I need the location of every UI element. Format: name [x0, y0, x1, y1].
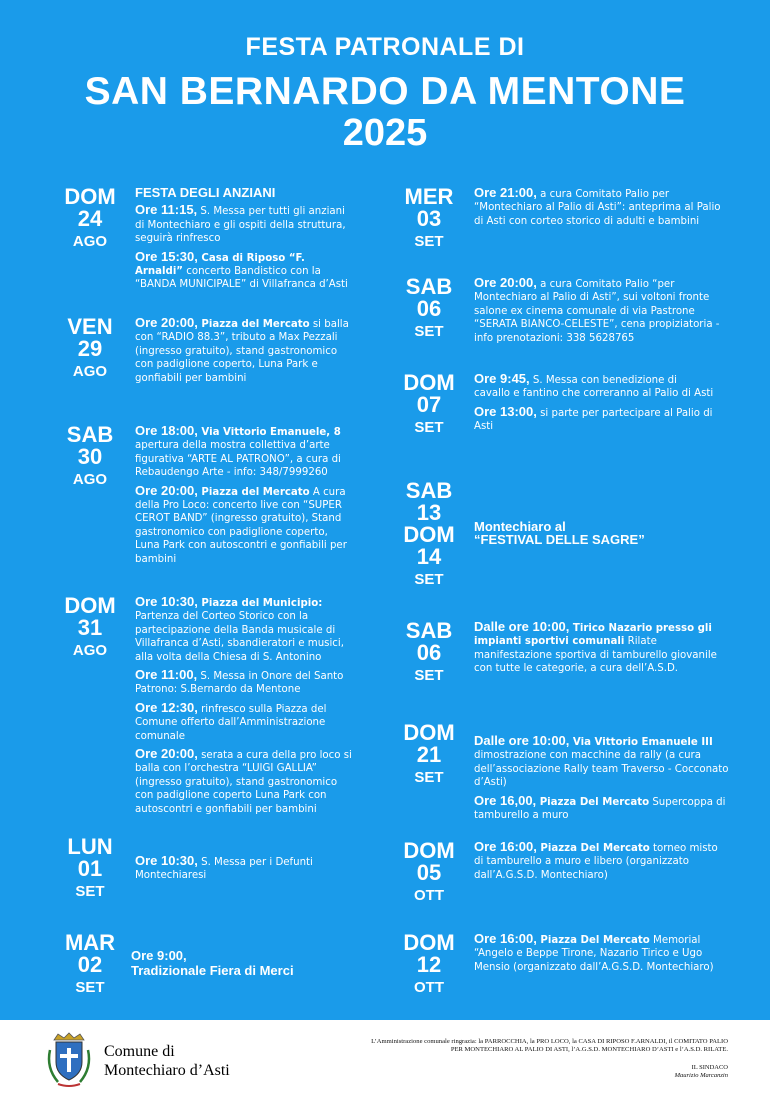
- date-month: SET: [414, 571, 444, 588]
- comune-name: [104, 1042, 230, 1080]
- date-month: SET: [414, 419, 444, 436]
- municipal-crest-icon: [44, 1030, 94, 1090]
- event-item: Ore 20:00, a cura Comitato Palio “per Montechiaro al Palio di Asti”, sui voltoni fronte salone ex cinema comunale di via Pastrone “SERATA BIANCO-CELESTE”, cena propiziatoria - info prenotazioni: 338 5628765: [474, 275, 720, 344]
- thanks-line-2: PER MONTECHIARO AL PALIO DI ASTI, l’A.G.S.D. MONTECHIARO D’ASTI e l’A.S.D. RILATE.: [450, 1046, 728, 1053]
- date-weekday: VEN: [67, 314, 113, 339]
- event-highlight: Tradizionale Fiera di Merci: [131, 963, 294, 979]
- date-month: AGO: [72, 233, 108, 250]
- event-date: [35, 316, 145, 382]
- date-month: OTT: [414, 979, 444, 996]
- event-item: Ore 20:00, Piazza del Mercato A cura della Pro Loco: concerto live con “SUPER CEROT BAND” (ingresso gratuito), Stand gastronomico con padiglione coperto, Luna Park con autoscontri e gonfiabili per bambini: [135, 482, 347, 565]
- event-item: Ore 16:00, Piazza Del Mercato Memorial “Angelo e Beppe Tirone, Nazario Tirico e Ugo Mensio (organizzato dall’A.G.S.D. Montechiaro): [474, 931, 714, 973]
- event-date: [374, 840, 484, 906]
- mayor-name: Maurizio Marcanzin: [674, 1072, 728, 1079]
- date-day-2: 14: [416, 544, 442, 569]
- date-weekday: LUN: [67, 834, 113, 859]
- date-month: SET: [75, 883, 105, 900]
- date-weekday: DOM: [403, 370, 455, 395]
- event-body: [135, 424, 355, 570]
- comune-line-1: Comune di: [104, 1043, 175, 1060]
- event-item: Ore 21:00, a cura Comitato Palio per “Montechiaro al Palio di Asti”: anteprima al Palio di Asti con corteo storico di adulti e bambini: [474, 185, 721, 227]
- date-weekday: DOM: [403, 720, 455, 745]
- event-date: [35, 836, 145, 902]
- date-weekday: SAB: [405, 478, 453, 503]
- event-item: Ore 12:30, rinfresco sulla Piazza del Comune offerto dall’Amministrazione comunale: [135, 699, 327, 742]
- header-line-1: FESTA PATRONALE DI: [245, 33, 525, 61]
- event-date: [35, 595, 145, 661]
- event-body: [474, 840, 724, 886]
- event-date: [374, 722, 484, 788]
- date-weekday-2: DOM: [403, 522, 455, 547]
- mayor-title: IL SINDACO: [691, 1064, 728, 1071]
- date-month: SET: [414, 233, 444, 250]
- event-highlight: Montechiaro al: [474, 519, 566, 534]
- event-date: [374, 620, 484, 686]
- event-body: [474, 734, 736, 826]
- event-item: Ore 16,00, Piazza Del Mercato Supercoppa di tamburello a muro: [474, 792, 726, 822]
- mayor-signature: [675, 1064, 728, 1080]
- event-item: Ore 20:00, serata a cura della pro loco si balla con l’orchestra “LUIGI GALLIA” (ingresso gratuito), stand gastronomico con padiglione coperto Luna Park con autoscontri e gonfiabili per bambini: [135, 746, 352, 815]
- event-item: Ore 16:00, Piazza Del Mercato torneo misto di tamburello a muro e libero (organizzato dall’A.G.S.D. Montechiaro): [474, 839, 718, 881]
- date-day: 29: [77, 336, 103, 361]
- event-date: [374, 276, 484, 342]
- event-item: Ore 13:00, si parte per partecipare al Palio di Asti: [474, 403, 713, 433]
- header-year: 2025: [342, 112, 428, 154]
- date-day: 02: [77, 952, 103, 977]
- date-month: AGO: [72, 642, 108, 659]
- date-weekday: DOM: [403, 930, 455, 955]
- event-body: [135, 595, 355, 820]
- event-item: Ore 11:15, S. Messa per tutti gli anziani di Montechiaro e gli ospiti della struttura, seguirà rinfresco: [135, 202, 346, 245]
- event-date: [374, 480, 484, 590]
- date-day: 21: [416, 742, 442, 767]
- date-weekday: SAB: [405, 274, 453, 299]
- date-month: AGO: [72, 363, 108, 380]
- date-day: 06: [416, 640, 442, 665]
- date-weekday: DOM: [403, 838, 455, 863]
- event-body: [135, 186, 355, 296]
- event-highlight-2: “FESTIVAL DELLE SAGRE”: [474, 532, 645, 548]
- date-day: 24: [77, 206, 103, 231]
- event-body: [474, 620, 736, 680]
- date-day: 05: [416, 860, 442, 885]
- date-weekday: SAB: [405, 618, 453, 643]
- date-weekday: MAR: [64, 930, 116, 955]
- date-day: 01: [77, 856, 103, 881]
- date-weekday: DOM: [64, 184, 116, 209]
- event-date: [374, 372, 484, 438]
- event-item: Ore 9:45, S. Messa con benedizione di cavallo e fantino che correranno al Palio di Asti: [474, 371, 714, 400]
- event-body: [474, 186, 724, 232]
- event-body: [474, 932, 724, 978]
- event-body: [131, 949, 361, 978]
- event-date: [374, 932, 484, 998]
- event-body: [474, 276, 724, 349]
- event-body: [135, 854, 355, 887]
- event-item: Ore 15:30, Casa di Riposo “F. Arnaldi” concerto Bandistico con la “BANDA MUNICIPALE” di Villafranca d’Asti: [135, 248, 348, 291]
- comune-line-2: Montechiaro d’Asti: [104, 1062, 230, 1079]
- date-month: SET: [414, 769, 444, 786]
- date-day: 31: [77, 615, 103, 640]
- event-date: [35, 932, 145, 998]
- event-item: Ore 11:00, S. Messa in Onore del Santo Patrono: S.Bernardo da Mentone: [135, 667, 344, 696]
- event-item: Ore 18:00, Via Vittorio Emanuele, 8 apertura della mostra collettiva d’arte figurativa “ARTE AL PATRONO”, a cura di Rebaudengo Arte - info: 348/7999260: [135, 423, 341, 479]
- event-body: [135, 316, 357, 389]
- date-day: 06: [416, 296, 442, 321]
- event-item: Ore 10:30, S. Messa per i Defunti Montechiaresi: [135, 853, 313, 882]
- thanks-note: [308, 1038, 728, 1054]
- date-day: 30: [77, 444, 103, 469]
- date-day: 03: [416, 206, 442, 231]
- date-month: AGO: [72, 471, 108, 488]
- footer: [0, 1020, 770, 1100]
- event-item: Dalle ore 10:00, Via Vittorio Emanuele III dimostrazione con macchine da rally (a cura dell’associazione Rally team Traverso - Cocconato d’Asti): [474, 733, 729, 789]
- event-item: Ore 20:00, Piazza del Mercato si balla con “RADIO 88.3”, tributo a Max Pezzali (ingresso gratuito), stand gastronomico con padiglione coperto, Luna Park e gonfiabili per bambini: [135, 315, 349, 384]
- header-title: SAN BERNARDO DA MENTONE: [84, 70, 686, 113]
- date-month: SET: [414, 323, 444, 340]
- event-item: Ore 10:30, Piazza del Municipio: Partenza del Corteo Storico con la partecipazione della Banda musicale di Villafranca d’Asti, sbandieratori e musici, alla volta della Chiesa di S. Antonino: [135, 594, 344, 663]
- date-day: 07: [416, 392, 442, 417]
- date-month: SET: [414, 667, 444, 684]
- date-day: 12: [416, 952, 442, 977]
- event-item: Dalle ore 10:00, Tirico Nazario presso gli impianti sportivi comunali Rilate manifestazione sportiva di tamburello giovanile con tutte le categorie, a cura dell’A.S.D.: [474, 619, 717, 675]
- event-date: [35, 186, 145, 252]
- event-body: [474, 520, 724, 547]
- date-weekday: MER: [404, 184, 454, 209]
- date-weekday: SAB: [66, 422, 114, 447]
- event-body: [474, 372, 714, 438]
- event-item: Ore 9:00,: [131, 948, 187, 963]
- event-title: FESTA DEGLI ANZIANI: [135, 185, 276, 200]
- date-month: OTT: [414, 887, 444, 904]
- date-day: 13: [416, 500, 442, 525]
- event-date: [35, 424, 145, 490]
- date-weekday: DOM: [64, 593, 116, 618]
- thanks-line-1: L’Amministrazione comunale ringrazia: la PARROCCHIA, la PRO LOCO, la CASA DI RIPOSO F.ARNALDI, il COMITATO PALIO: [371, 1038, 728, 1045]
- event-date: [374, 186, 484, 252]
- date-month: SET: [75, 979, 105, 996]
